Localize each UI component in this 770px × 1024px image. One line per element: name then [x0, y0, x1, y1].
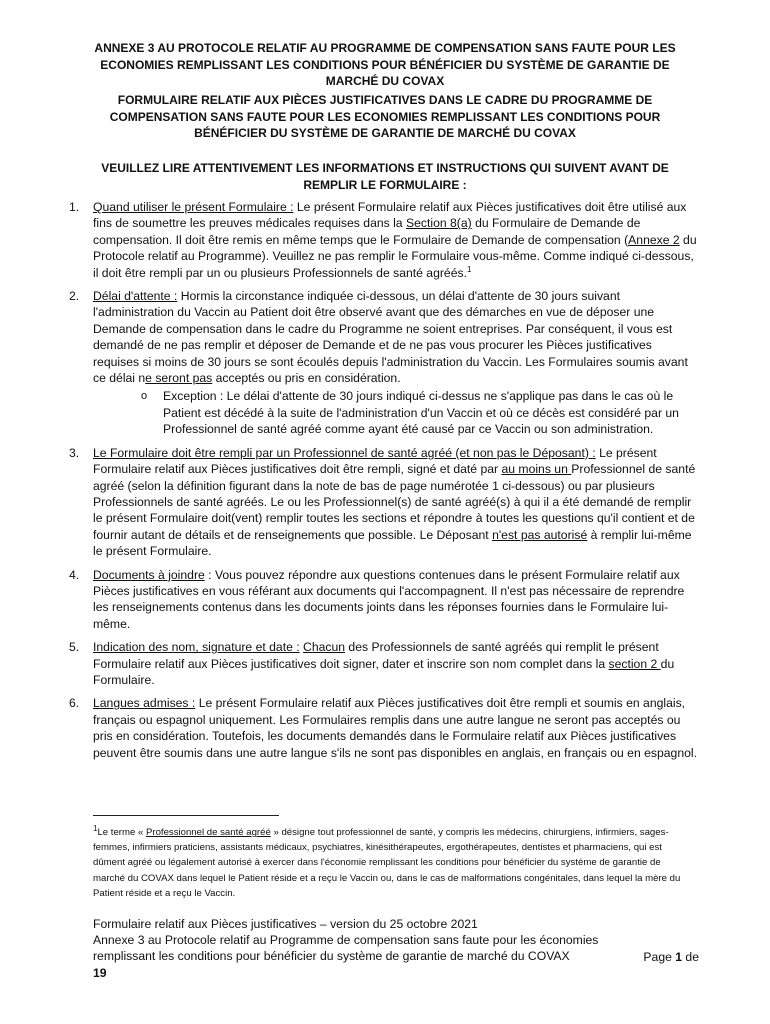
footnote [93, 825, 693, 901]
list-item [69, 288, 699, 438]
list-item [69, 199, 699, 281]
item-text: du Formulaire. [93, 656, 675, 687]
section-reference: Section 8(a) [405, 216, 472, 231]
item-text: Hormis la circonstance indiquée ci-dessous, un délai d'attente de 30 jours suivant l'administration du Vaccin au Patient doit être observé avant que des démarches en vue de déposer une Demande de compensation dans le cadre du Programme ne soient entreprises. Par conséquent, il vous est demandé de ne pas remplir et déposer de Demande et de ne pas vous procurer les Pièces justificatives requises si moins de 30 jours se sont écoulés depuis l'administration du Vaccin. Les Formulaires soumis avant ce délai n [93, 289, 688, 386]
page-total: 19 [93, 965, 107, 980]
footer-version: Formulaire relatif aux Pièces justificatives – version du 25 octobre 2021 [93, 917, 478, 931]
item-text: : Vous pouvez répondre aux questions contenues dans le présent Formulaire relatif aux Pièces justificatives en vous référant aux documents qui l'accompagnent. Il n'est pas nécessaire de reprendre les renseignements contenus dans les documents joints dans les réponses fournies dans le Formulaire lui-même. [93, 567, 685, 631]
footnote-text: Le terme « [97, 827, 146, 838]
footer-annex: Annexe 3 au Protocole relatif au Programme de compensation sans faute pour les économies remplissant les conditions pour bénéficier du système de garantie de marché du COVAX [93, 933, 599, 964]
annex-title-line: MARCHÉ DU COVAX [325, 74, 445, 88]
instructions-list [69, 199, 699, 768]
footnote-reference: 1 [466, 264, 472, 274]
item-heading: Indication des nom, signature et date : [93, 640, 300, 655]
item-heading: Délai d'attente : [93, 289, 178, 304]
form-title [70, 92, 700, 142]
item-text: Le présent Formulaire relatif aux Pièces justificatives doit être rempli, signé et daté par [93, 445, 657, 477]
form-title-line: BÉNÉFICIER DU SYSTÈME DE GARANTIE DE MARCHÉ DU COVAX [194, 126, 576, 140]
sub-item-text: Exception : Le délai d'attente de 30 jours indiqué ci-dessus ne s'applique pas dans le cas où le Patient est décédé à la suite de l'administration d'un Vaccin et où ce décès est considéré par un Professionnel de santé agréé comme ayant été causé par ce Vaccin ou son administration. [163, 389, 679, 437]
footnote-separator [93, 815, 279, 816]
footnote-text: » désigne tout professionnel de santé, y compris les médecins, chirurgiens, infirmiers, sages-femmes, infirmiers praticiens, assistants médicaux, psychiatres, kinésithérapeutes, ergothérapeutes, dentistes et pharmaciens, qui est dûment agréé ou légalement autorisé à exercer dans l'économie remplissant les conditions pour bénéficier du système de garantie de marché du COVAX dans lequel le Patient réside et a reçu le Vaccin ou, dans le cas de malformations congénitales, dans lequel la mère du Patient réside et a reçu le Vaccin. [93, 827, 681, 899]
emphasis-text: e seront pas [145, 371, 213, 386]
page-label: Page [643, 949, 676, 964]
item-number: 3. [69, 445, 80, 460]
item-text: Le présent Formulaire relatif aux Pièces justificatives doit être rempli et soumis en anglais, français ou espagnol uniquement. Les Formulaires remplis dans une autre langue ne seront pas acceptés ou pris en considération. Toutefois, les documents demandés dans le Formulaire relatif aux Pièces justificatives peuvent être soumis dans une autre langue s'ils ne sont pas disponibles en anglais, en français ou en espagnol. [93, 696, 697, 760]
emphasis-text: Chacun [303, 640, 346, 655]
footnote-term: Professionnel de santé agréé [145, 827, 271, 838]
form-title-line: FORMULAIRE RELATIF AUX PIÈCES JUSTIFICATIVES DANS LE CADRE DU PROGRAMME DE [117, 93, 653, 107]
annex-title-line: ANNEXE 3 AU PROTOCOLE RELATIF AU PROGRAMME DE COMPENSATION SANS FAUTE POUR LES [94, 41, 676, 55]
emphasis-text: n'est pas autorisé [492, 527, 588, 542]
item-number: 1. [69, 200, 80, 214]
item-heading: Documents à joindre [93, 567, 205, 582]
emphasis-text: au moins un [501, 462, 572, 477]
sub-list-item [141, 388, 699, 437]
item-heading: Le Formulaire doit être rempli par un Professionnel de santé agréé (et non pas le Déposant) : [93, 445, 596, 460]
page-of: de [682, 949, 699, 964]
annex-title-line: ECONOMIES REMPLISSANT LES CONDITIONS POUR BÉNÉFICIER DU SYSTÈME DE GARANTIE DE [100, 57, 670, 72]
list-item [69, 567, 699, 633]
page-number: 1 [675, 949, 683, 964]
list-item [69, 695, 699, 761]
item-text: du Formulaire de Demande de compensation. Il doit être remis en même temps que le Formulaire de Demande de compensation ( [93, 216, 641, 247]
item-text: Professionnel de santé agréé (selon la définition figurant dans la note de bas de page numérotée 1 ci-dessous) ou par plusieurs Professionnels de santé agréés. Le ou les Professionnel(s) de santé agréé(s) à qui il a été demandé de remplir le présent Formulaire doit(vent) remplir toutes les sections et répondre à toutes les questions qu'il contient et de fournir autant de détails et de renseignements que possible. Le Déposant [93, 462, 696, 542]
item-number: 4. [69, 567, 80, 582]
section-reference: section 2 [608, 656, 661, 671]
item-text: des Professionnels de santé agréés qui remplit le présent Formulaire relatif aux Pièces justificatives doit signer, dater et inscrire son nom complet dans la [93, 640, 659, 671]
annex-reference: Annexe 2 [628, 232, 680, 247]
item-number: 6. [69, 696, 80, 711]
item-text: acceptés ou pris en considération. [212, 371, 401, 386]
page-footer [93, 916, 699, 981]
form-title-line: COMPENSATION SANS FAUTE POUR LES ECONOMIES REMPLISSANT LES CONDITIONS POUR [109, 109, 661, 124]
instructions-heading [70, 160, 700, 193]
item-text: Le présent Formulaire relatif aux Pièces justificatives doit être utilisé aux fins de soumettre les preuves médicales requises dans la [93, 200, 687, 231]
instructions-line: VEUILLEZ LIRE ATTENTIVEMENT LES INFORMATIONS ET INSTRUCTIONS QUI SUIVENT AVANT DE [101, 161, 669, 175]
footnote-mark: 1 [93, 823, 98, 833]
item-heading: Quand utiliser le présent Formulaire : [93, 200, 294, 214]
item-number: 2. [69, 289, 80, 304]
list-item [69, 445, 699, 560]
instructions-line: REMPLIR LE FORMULAIRE : [303, 177, 467, 192]
annex-title [70, 40, 700, 90]
list-item [69, 639, 699, 688]
bullet-marker: o [141, 390, 148, 403]
sub-list [141, 388, 699, 437]
item-heading: Langues admises : [93, 696, 196, 711]
item-text: à remplir lui-même le présent Formulaire. [93, 527, 692, 559]
page-indicator [643, 949, 699, 965]
item-number: 5. [69, 640, 80, 655]
item-text: du Protocole relatif au Programme). Veuillez ne pas remplir le Formulaire vous-même. Comme indiqué ci-dessous, il doit être rempli par un ou plusieurs Professionnels de santé agréés. [93, 232, 697, 280]
